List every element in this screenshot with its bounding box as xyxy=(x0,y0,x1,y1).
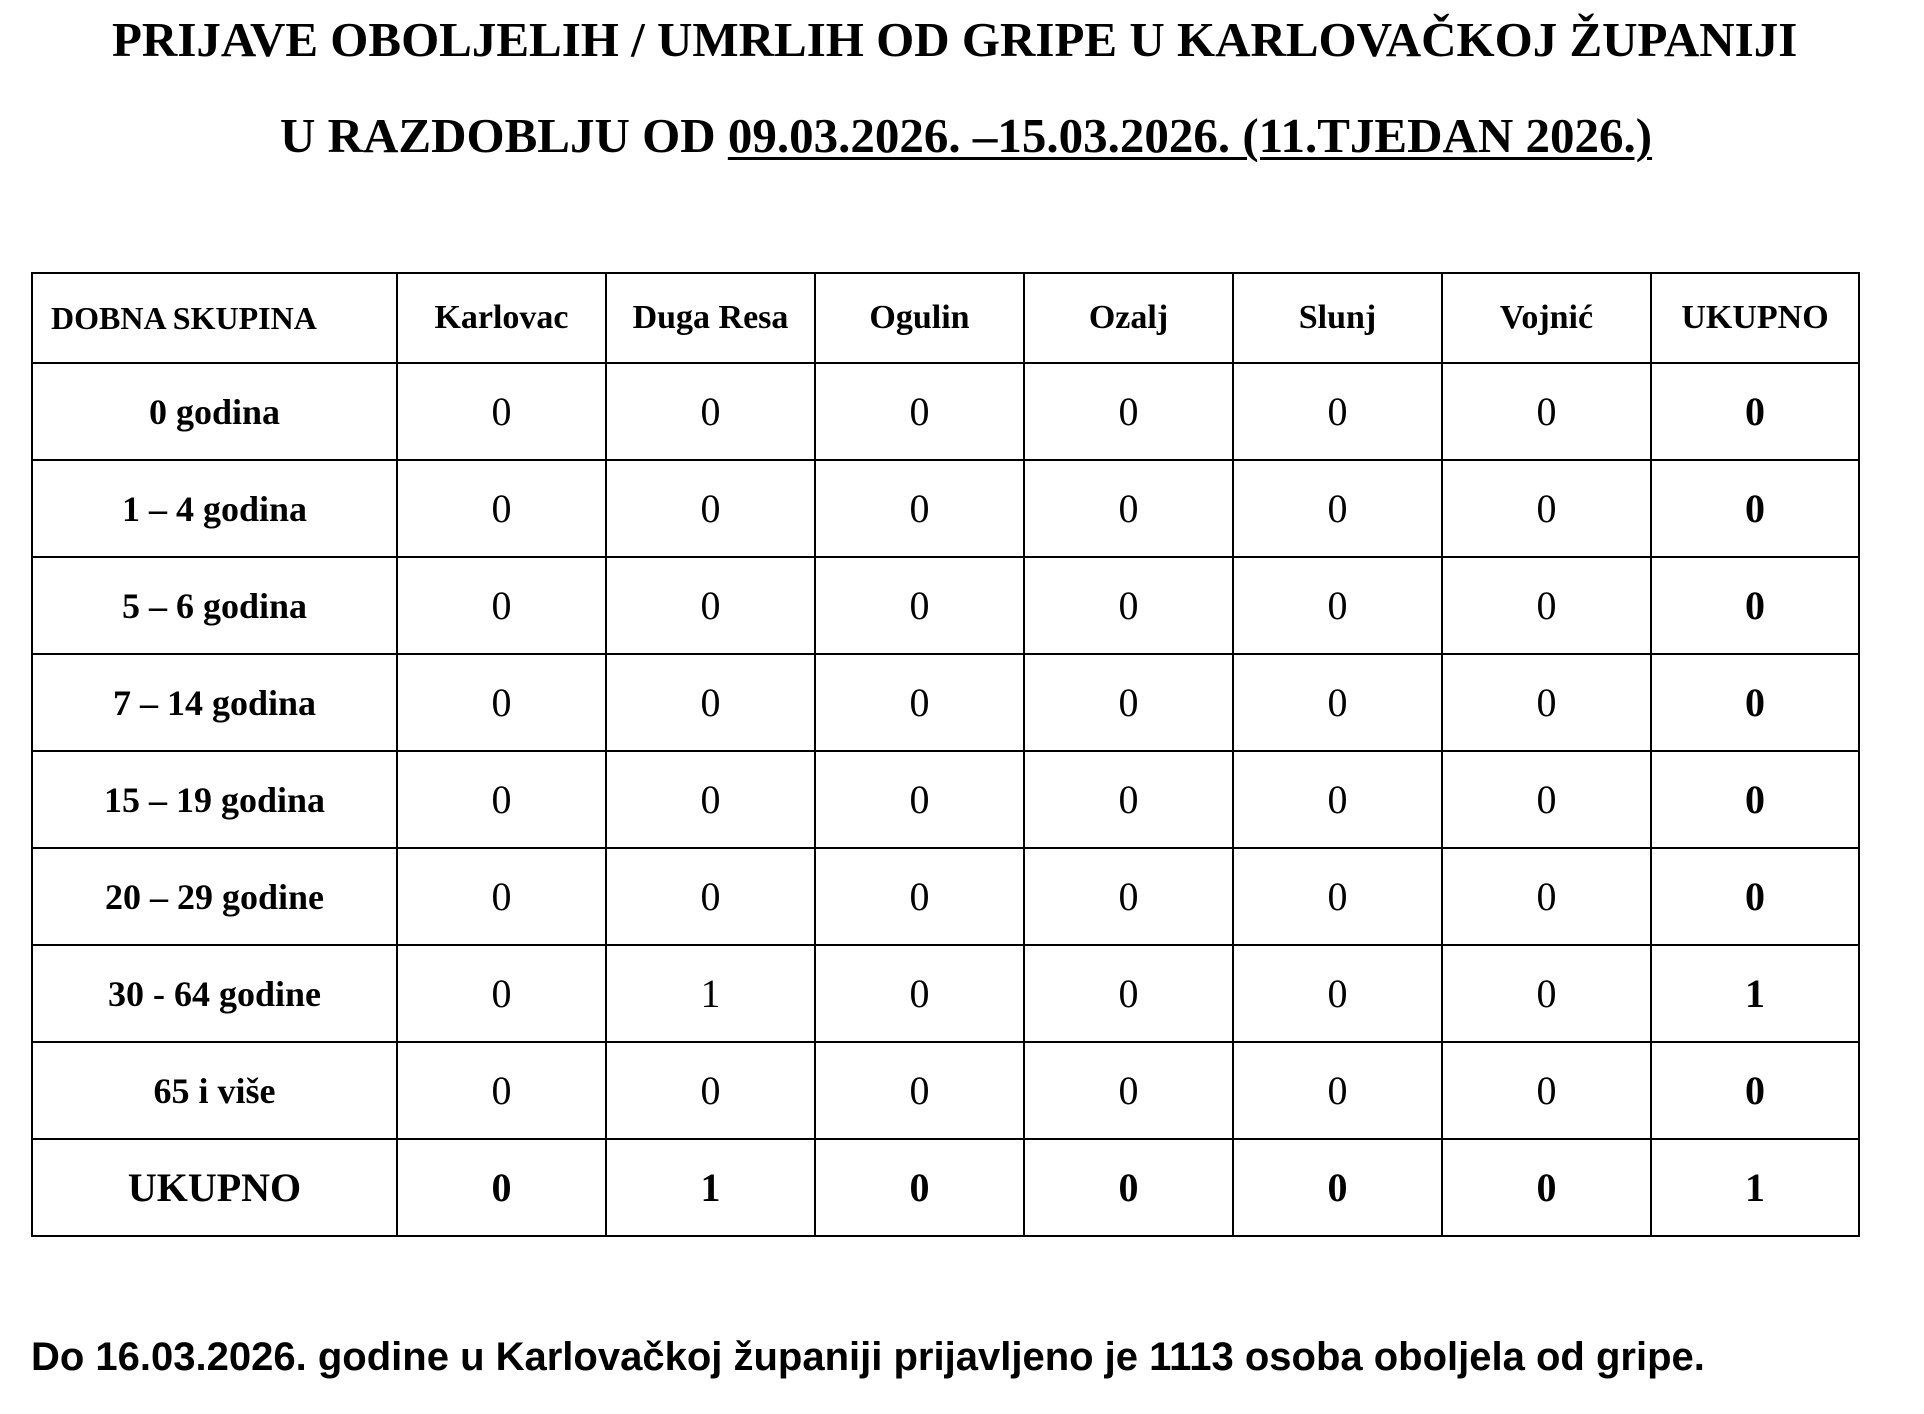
value-cell: 0 xyxy=(1024,460,1233,557)
value-cell: 0 xyxy=(1024,848,1233,945)
value-cell: 0 xyxy=(606,751,815,848)
total-row-label: UKUPNO xyxy=(32,1139,397,1236)
value-cell: 0 xyxy=(815,848,1024,945)
value-cell: 0 xyxy=(815,945,1024,1042)
value-cell: 0 xyxy=(1233,654,1442,751)
value-cell: 0 xyxy=(1442,654,1651,751)
age-group-cell: 1 – 4 godina xyxy=(32,460,397,557)
value-cell: 0 xyxy=(1442,557,1651,654)
value-cell: 0 xyxy=(1442,1042,1651,1139)
value-cell: 0 xyxy=(606,654,815,751)
title-period-prefix: U RAZDOBLJU OD xyxy=(280,108,728,163)
row-total-cell: 0 xyxy=(1651,363,1859,460)
table-row xyxy=(32,1042,1859,1139)
value-cell: 0 xyxy=(606,1042,815,1139)
value-cell: 0 xyxy=(1233,848,1442,945)
value-cell: 0 xyxy=(606,363,815,460)
row-total-cell: 0 xyxy=(1651,557,1859,654)
header-total: UKUPNO xyxy=(1651,273,1859,363)
value-cell: 0 xyxy=(815,654,1024,751)
value-cell: 0 xyxy=(397,654,606,751)
value-cell: 0 xyxy=(1024,557,1233,654)
value-cell: 0 xyxy=(815,557,1024,654)
value-cell: 0 xyxy=(1024,751,1233,848)
row-total-cell: 0 xyxy=(1651,654,1859,751)
value-cell: 0 xyxy=(1233,945,1442,1042)
value-cell: 0 xyxy=(1233,460,1442,557)
value-cell: 0 xyxy=(1442,848,1651,945)
value-cell: 0 xyxy=(1024,363,1233,460)
table-total-row xyxy=(32,1139,1859,1236)
row-total-cell: 0 xyxy=(1651,751,1859,848)
title-line-1: PRIJAVE OBOLJELIH / UMRLIH OD GRIPE U KARLOVAČKOJ ŽUPANIJI xyxy=(112,12,1798,67)
value-cell: 0 xyxy=(1233,751,1442,848)
age-group-cell: 20 – 29 godine xyxy=(32,848,397,945)
table-row xyxy=(32,557,1859,654)
value-cell: 0 xyxy=(606,848,815,945)
title-period: 09.03.2026. –15.03.2026. (11.TJEDAN 2026.) xyxy=(727,108,1653,163)
value-cell: 0 xyxy=(815,460,1024,557)
total-value-cell: 0 xyxy=(1024,1139,1233,1236)
value-cell: 0 xyxy=(1233,363,1442,460)
flu-cases-table xyxy=(31,272,1860,1237)
value-cell: 0 xyxy=(1442,460,1651,557)
table-row xyxy=(32,848,1859,945)
header-ozalj: Ozalj xyxy=(1024,273,1233,363)
total-value-cell: 0 xyxy=(1233,1139,1442,1236)
value-cell: 0 xyxy=(1024,1042,1233,1139)
footer-note: Do 16.03.2026. godine u Karlovačkoj županiji prijavljeno je 1113 osoba oboljela od gripe. xyxy=(31,1335,1705,1379)
age-group-cell: 30 - 64 godine xyxy=(32,945,397,1042)
value-cell: 0 xyxy=(1233,1042,1442,1139)
age-group-cell: 5 – 6 godina xyxy=(32,557,397,654)
value-cell: 0 xyxy=(397,557,606,654)
header-karlovac: Karlovac xyxy=(397,273,606,363)
header-slunj: Slunj xyxy=(1233,273,1442,363)
total-value-cell: 1 xyxy=(606,1139,815,1236)
value-cell: 0 xyxy=(1024,945,1233,1042)
age-group-cell: 0 godina xyxy=(32,363,397,460)
value-cell: 0 xyxy=(815,751,1024,848)
value-cell: 0 xyxy=(1442,751,1651,848)
value-cell: 0 xyxy=(397,848,606,945)
value-cell: 0 xyxy=(397,1042,606,1139)
header-vojnic: Vojnić xyxy=(1442,273,1651,363)
table-row xyxy=(32,460,1859,557)
value-cell: 0 xyxy=(397,363,606,460)
header-ogulin: Ogulin xyxy=(815,273,1024,363)
value-cell: 0 xyxy=(1442,363,1651,460)
row-total-cell: 0 xyxy=(1651,460,1859,557)
age-group-cell: 65 i više xyxy=(32,1042,397,1139)
total-value-cell: 0 xyxy=(397,1139,606,1236)
value-cell: 1 xyxy=(606,945,815,1042)
value-cell: 0 xyxy=(397,460,606,557)
table-header-row xyxy=(32,273,1859,363)
total-value-cell: 0 xyxy=(815,1139,1024,1236)
row-total-cell: 1 xyxy=(1651,945,1859,1042)
table-row xyxy=(32,654,1859,751)
row-total-cell: 0 xyxy=(1651,1042,1859,1139)
header-duga-resa: Duga Resa xyxy=(606,273,815,363)
header-age-group: DOBNA SKUPINA xyxy=(32,273,397,363)
age-group-cell: 7 – 14 godina xyxy=(32,654,397,751)
table-row xyxy=(32,945,1859,1042)
age-group-cell: 15 – 19 godina xyxy=(32,751,397,848)
title-line-2 xyxy=(280,106,1652,166)
value-cell: 0 xyxy=(1442,945,1651,1042)
value-cell: 0 xyxy=(606,557,815,654)
value-cell: 0 xyxy=(397,945,606,1042)
value-cell: 0 xyxy=(606,460,815,557)
table-row xyxy=(32,363,1859,460)
value-cell: 0 xyxy=(1233,557,1442,654)
grand-total-cell: 1 xyxy=(1651,1139,1859,1236)
row-total-cell: 0 xyxy=(1651,848,1859,945)
value-cell: 0 xyxy=(397,751,606,848)
value-cell: 0 xyxy=(815,1042,1024,1139)
value-cell: 0 xyxy=(815,363,1024,460)
table-row xyxy=(32,751,1859,848)
value-cell: 0 xyxy=(1024,654,1233,751)
total-value-cell: 0 xyxy=(1442,1139,1651,1236)
